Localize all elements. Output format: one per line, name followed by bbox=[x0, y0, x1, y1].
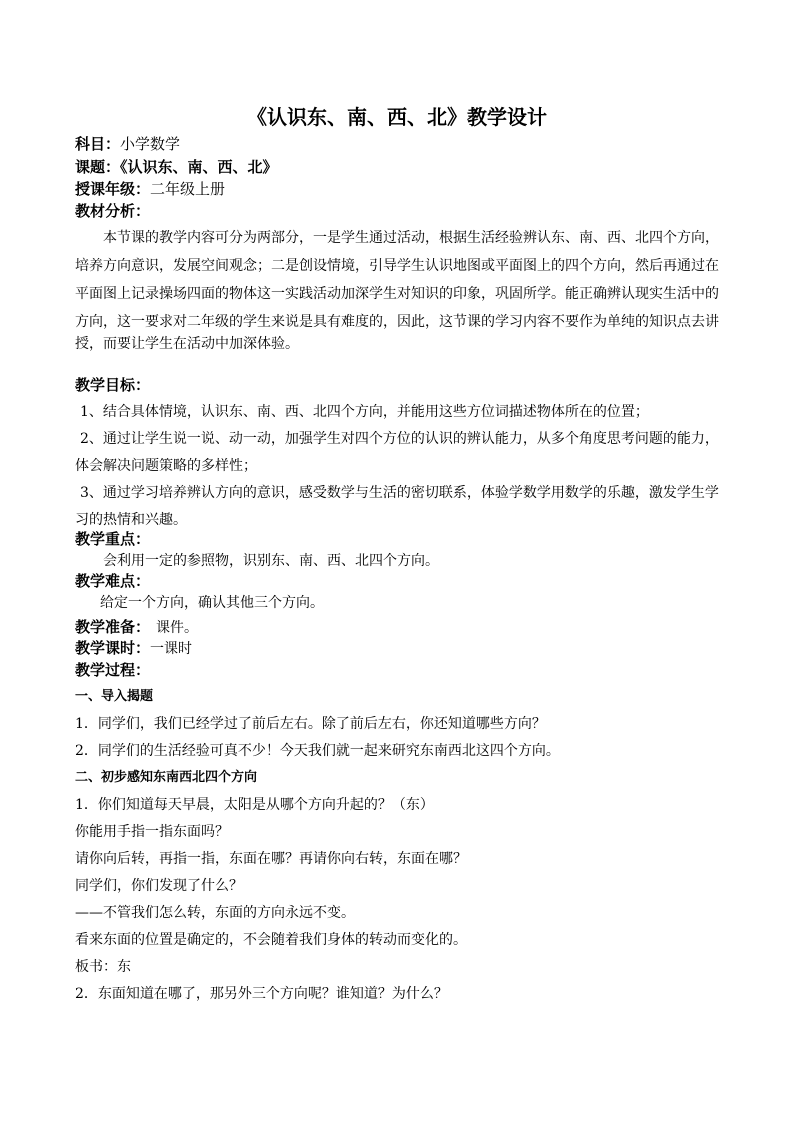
analysis-line: 方向，这一要求对二年级的学生来说是具有难度的，因此，这节课的学习内容不要作为单纯的知识点去讲 bbox=[75, 314, 719, 330]
key-points-label: 教学重点： bbox=[75, 530, 151, 548]
section-line: ——不管我们怎么转，东面的方向永远不变。 bbox=[75, 905, 355, 921]
hours-row bbox=[75, 641, 192, 656]
analysis-line: 平面图上记录操场四面的物体这一实践活动加深学生对知识的印象，巩固所学。能正确辨认现实生活中的 bbox=[75, 286, 719, 302]
process-label: 教学过程： bbox=[75, 661, 151, 679]
goal-line: 体会解决问题策略的多样性； bbox=[75, 458, 257, 474]
grade-label: 授课年级： bbox=[75, 180, 151, 198]
difficulty-text: 给定一个方向，确认其他三个方向。 bbox=[100, 595, 324, 611]
preparation-label: 教学准备： bbox=[75, 618, 151, 636]
section-line: 板书：东 bbox=[75, 959, 131, 975]
subject-row bbox=[75, 137, 180, 152]
goal-line: 2、通过让学生说一说、动一动，加强学生对四个方位的认识的辨认能力，从多个角度思考问题的能力， bbox=[80, 431, 719, 447]
topic-row bbox=[75, 160, 278, 175]
grade-value: 二年级上册 bbox=[150, 180, 226, 198]
section-line: 你能用手指一指东面吗？ bbox=[75, 824, 229, 840]
section-line: 看来东面的位置是确定的，不会随着我们身体的转动而变化的。 bbox=[75, 932, 467, 948]
section-line: 2．同学们的生活经验可真不少！今天我们就一起来研究东南西北这四个方向。 bbox=[75, 743, 560, 759]
analysis-label: 教材分析： bbox=[75, 202, 151, 220]
hours-label: 教学课时： bbox=[75, 639, 151, 657]
preparation-value: 课件。 bbox=[156, 620, 199, 636]
goal-line: 1、结合具体情境，认识东、南、西、北四个方向，并能用这些方位词描述物体所在的位置； bbox=[80, 404, 649, 420]
section-line: 同学们，你们发现了什么？ bbox=[75, 878, 243, 894]
goal-line: 习的热情和兴趣。 bbox=[75, 512, 187, 528]
analysis-line: 授，而要让学生在活动中加深体验。 bbox=[75, 336, 299, 352]
analysis-line: 培养方向意识，发展空间观念；二是创设情境，引导学生认识地图或平面图上的四个方向，然后再通过在 bbox=[75, 258, 719, 274]
subject-label: 科目： bbox=[75, 135, 121, 153]
difficulty-label: 教学难点： bbox=[75, 572, 151, 590]
topic-value: 《认识东、南、西、北》 bbox=[120, 158, 278, 176]
document-title: 《认识东、南、西、北》教学设计 bbox=[247, 105, 547, 129]
section-heading: 二、初步感知东南西北四个方向 bbox=[75, 770, 258, 785]
topic-label: 课题： bbox=[75, 158, 121, 176]
hours-value: 一课时 bbox=[150, 641, 193, 657]
section-line: 请你向后转，再指一指，东面在哪？再请你向右转，东面在哪？ bbox=[75, 851, 467, 867]
grade-row bbox=[75, 182, 225, 197]
section-line: 1．同学们，我们已经学过了前后左右。除了前后左右，你还知道哪些方向？ bbox=[75, 716, 546, 732]
analysis-line: 本节课的教学内容可分为两部分，一是学生通过活动，根据生活经验辨认东、南、西、北四个方向， bbox=[103, 230, 719, 246]
section-heading: 一、导入揭题 bbox=[75, 689, 154, 704]
section-line: 2．东面知道在哪了，那另外三个方向呢？谁知道？为什么？ bbox=[75, 986, 448, 1002]
goals-label: 教学目标： bbox=[75, 376, 151, 394]
goal-line: 3、通过学习培养辨认方向的意识，感受数学与生活的密切联系，体验学数学用数学的乐趣，激发学生学 bbox=[80, 485, 719, 501]
preparation-row bbox=[75, 620, 198, 635]
section-line: 1．你们知道每天早晨，太阳是从哪个方向升起的？（东） bbox=[75, 797, 434, 813]
subject-value: 小学数学 bbox=[120, 135, 181, 153]
key-points-text: 会利用一定的参照物，识别东、南、西、北四个方向。 bbox=[103, 553, 439, 569]
